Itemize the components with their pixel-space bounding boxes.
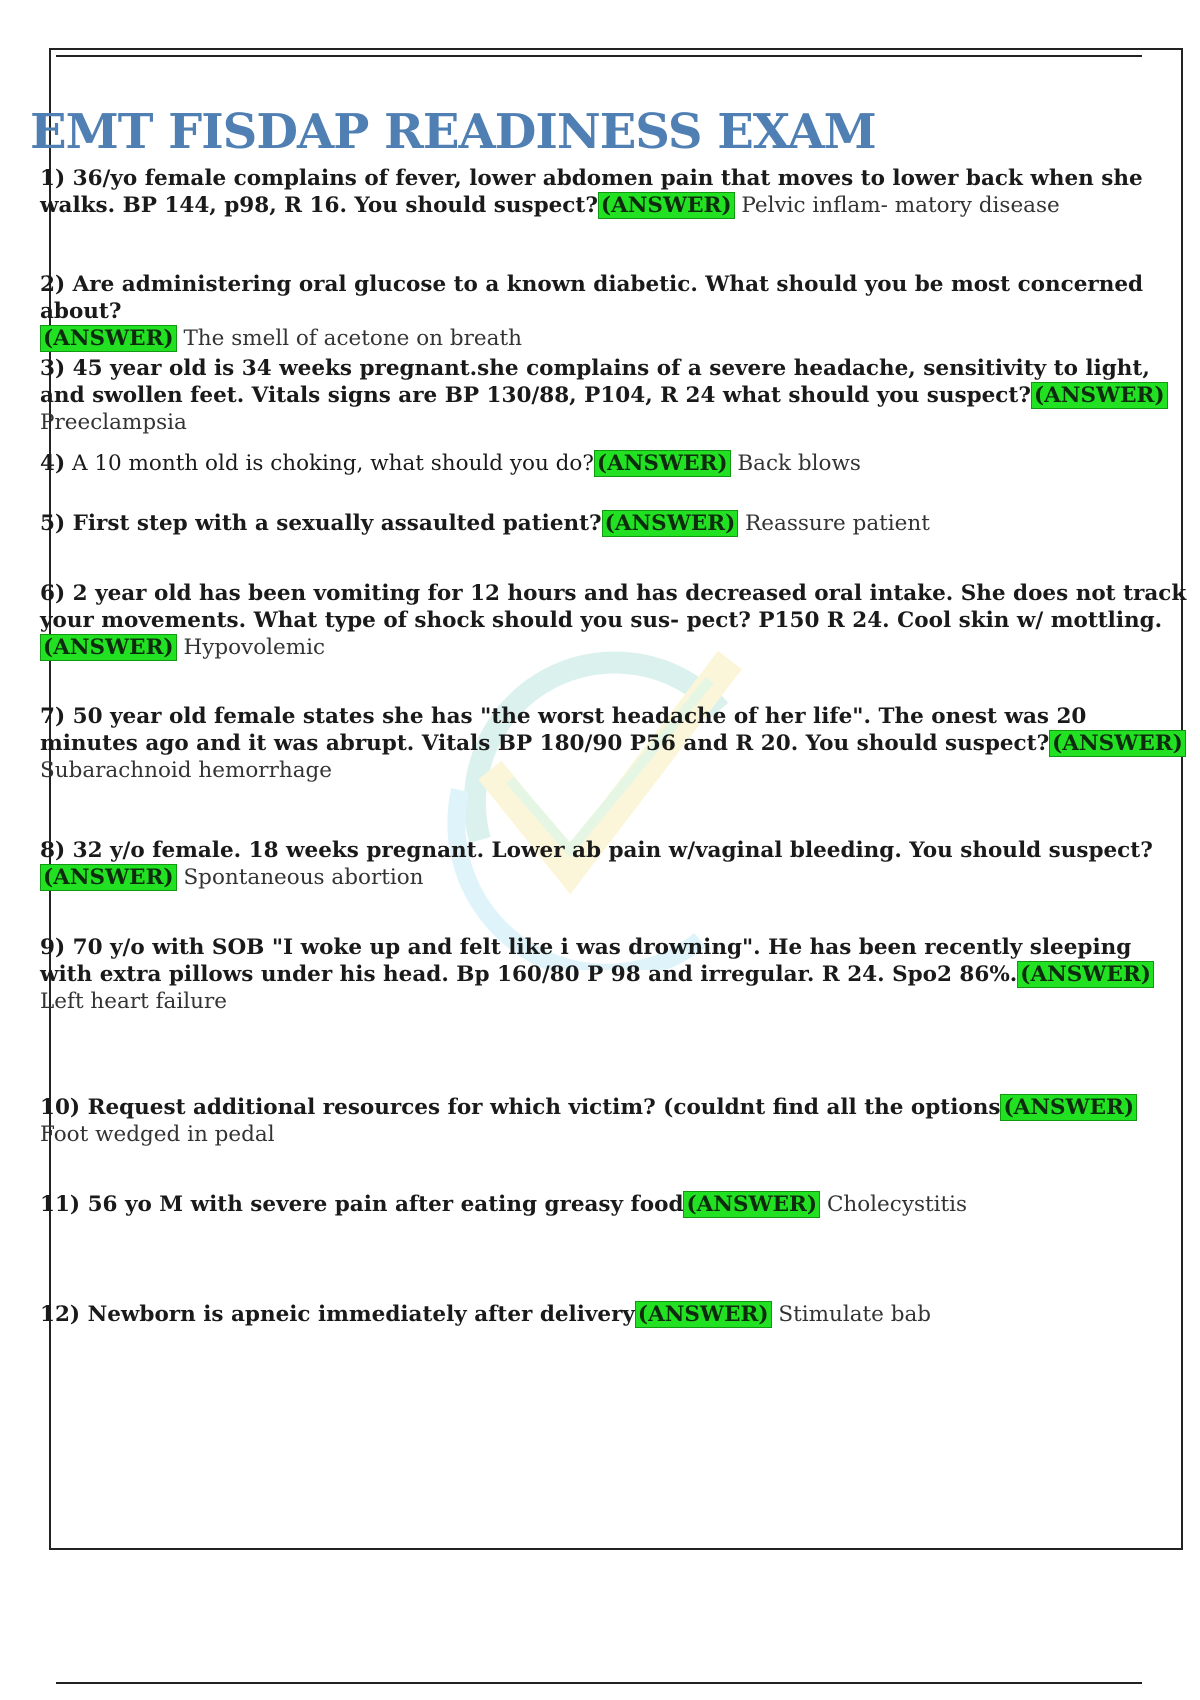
answer-text: Foot wedged in pedal xyxy=(40,1122,275,1147)
answer-tag: (ANSWER) xyxy=(40,634,177,661)
answer-tag: (ANSWER) xyxy=(1049,730,1186,757)
answer-text: Pelvic inflam- matory disease xyxy=(741,193,1060,218)
question-3: 3) 45 year old is 34 weeks pregnant.she complains of a severe headache, sensitivity to light, and swollen feet. Vitals signs are BP 130/88, P104, R 24 what should you suspect? (ANSWER) Preeclampsia xyxy=(40,355,1190,436)
answer-text: Left heart failure xyxy=(40,989,227,1014)
answer-tag: (ANSWER) xyxy=(1017,961,1154,988)
answer-text: Back blows xyxy=(737,451,861,476)
answer-text: Preeclampsia xyxy=(40,410,187,435)
answer-tag: (ANSWER) xyxy=(40,864,177,891)
question-8: 8) 32 y/o female. 18 weeks pregnant. Lower ab pain w/vaginal bleeding. You should suspect? (ANSWER) Spontaneous abortion xyxy=(40,838,1153,890)
answer-text: Cholecystitis xyxy=(826,1192,968,1217)
question-12: 12) Newborn is apneic immediately after delivery (ANSWER) Stimulate bab xyxy=(40,1302,932,1327)
question-4: 4) A 10 month old is choking, what should you do? (ANSWER) Back blows xyxy=(40,451,861,476)
answer-text: Subarachnoid hemorrhage xyxy=(40,758,333,783)
question-11: 11) 56 yo M with severe pain after eating greasy food (ANSWER) Cholecystitis xyxy=(40,1192,968,1217)
page-title: EMT FISDAP READINESS EXAM xyxy=(30,104,876,160)
answer-text: Stimulate bab xyxy=(778,1302,932,1327)
answer-text: Reassure patient xyxy=(745,511,930,536)
answer-tag: (ANSWER) xyxy=(602,510,739,537)
bottom-rule xyxy=(56,1682,1142,1684)
answer-tag: (ANSWER) xyxy=(594,450,731,477)
answer-text: Hypovolemic xyxy=(183,635,326,660)
question-1: 1) 36/yo female complains of fever, lower abdomen pain that moves to lower back when she walks. BP 144, p98, R 16. You should suspect? (ANSWER) Pelvic inflam- matory disease xyxy=(40,166,1143,218)
answer-tag: (ANSWER) xyxy=(635,1301,772,1328)
question-5: 5) First step with a sexually assaulted patient? (ANSWER) Reassure patient xyxy=(40,511,930,536)
question-9: 9) 70 y/o with SOB "I woke up and felt like i was drowning". He has been recently sleeping with extra pillows under his head. Bp 160/80 P 98 and irregular. R 24. Spo2 86%. (ANSWER) Left heart failure xyxy=(40,934,1190,1015)
question-2: 2) Are administering oral glucose to a known diabetic. What should you be most concerned about? (ANSWER) The smell of acetone on breath xyxy=(40,272,1144,351)
answer-text: Spontaneous abortion xyxy=(183,865,424,890)
answer-tag: (ANSWER) xyxy=(1031,382,1168,409)
answer-tag: (ANSWER) xyxy=(683,1191,820,1218)
question-6: 6) 2 year old has been vomiting for 12 hours and has decreased oral intake. She does not track your movements. What type of shock should you sus- pect? P150 R 24. Cool skin w/ mottling.(ANSWER) Hypovolemic xyxy=(40,581,1187,660)
question-10: 10) Request additional resources for which victim? (couldnt find all the options (ANSWER) Foot wedged in pedal xyxy=(40,1094,1190,1148)
question-7: 7) 50 year old female states she has "the worst headache of her life". The onest was 20 minutes ago and it was abrupt. Vitals BP 180/90 P56 and R 20. You should suspect? (ANSWER) Subarachnoid hemorrhage xyxy=(40,703,1190,784)
answer-tag: (ANSWER) xyxy=(598,192,735,219)
answer-tag: (ANSWER) xyxy=(1000,1094,1137,1121)
answer-text: The smell of acetone on breath xyxy=(183,326,522,351)
answer-tag: (ANSWER) xyxy=(40,325,177,352)
